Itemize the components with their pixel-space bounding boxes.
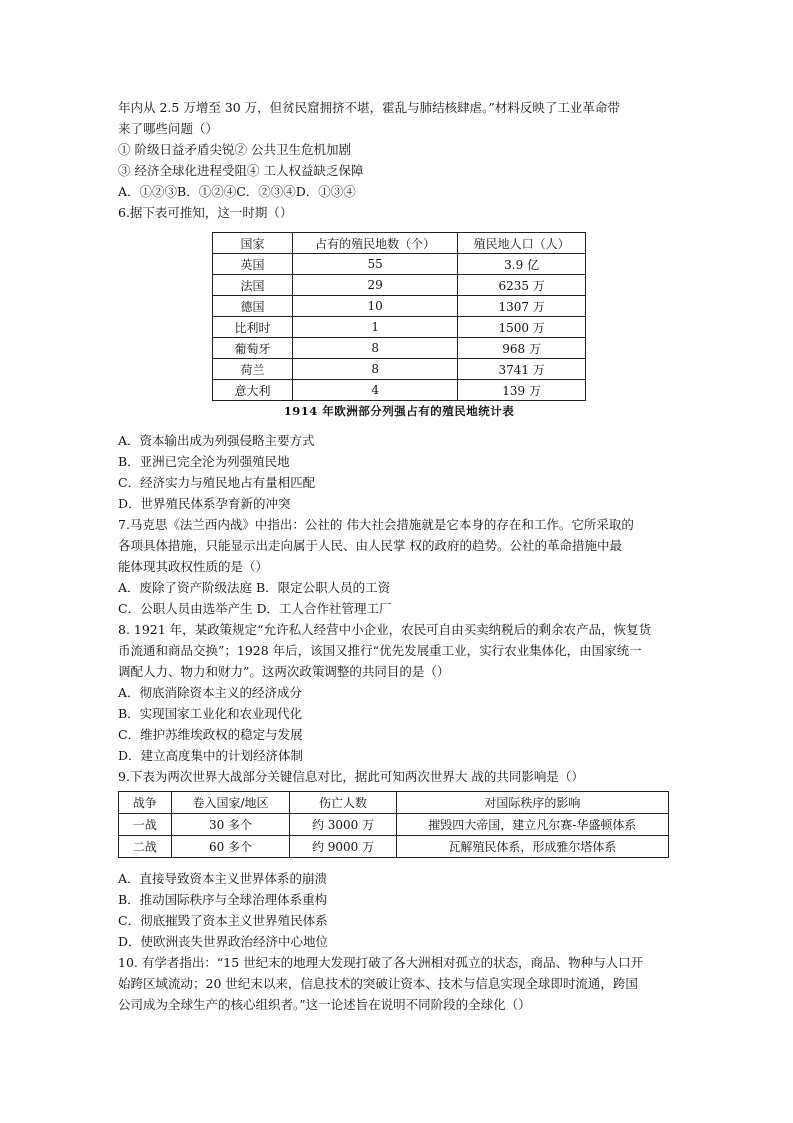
table-caption: 1914 年欧洲部分列强占有的殖民地统计表 [283, 404, 515, 418]
table-cell: 摧毁四大帝国，建立凡尔赛-华盛顿体系 [396, 814, 668, 836]
text-line: D．建立高度集中的计划经济体制 [118, 748, 304, 763]
table-cell: 60 多个 [171, 836, 290, 858]
text-line: A．废除了资产阶级法庭 B．限定公职人员的工资 [118, 580, 391, 595]
table-cell: 968 万 [458, 338, 586, 359]
text-line: C．公职人员由选举产生 D．工人合作社管理工厂 [118, 601, 392, 616]
table-header-cell: 占有的殖民地数（个） [293, 233, 458, 254]
text-line: ③ 经济全球化进程受阻④ 工人权益缺乏保障 [118, 163, 364, 178]
table-cell: 比利时 [213, 317, 293, 338]
text-line: A．资本输出成为列强侵略主要方式 [118, 433, 315, 448]
table-row [119, 836, 669, 858]
table-cell: 29 [293, 275, 458, 296]
table-row [213, 296, 586, 317]
table-cell: 6235 万 [458, 275, 586, 296]
text-line: C．维护苏维埃政权的稳定与发展 [118, 727, 303, 742]
table-cell: 荷兰 [213, 359, 293, 380]
text-line: 公司成为全球生产的核心组织者。”这一论述旨在说明不同阶段的全球化（） [118, 997, 531, 1012]
text-line: C．彻底摧毁了资本主义世界殖民体系 [118, 913, 328, 928]
table-cell: 3.9 亿 [458, 254, 586, 275]
text-line: 能体现其政权性质的是（） [118, 559, 269, 574]
table-row [213, 380, 586, 401]
table-header-cell: 卷入国家/地区 [171, 792, 290, 814]
text-line: 币流通和商品交换”；1928 年后，该国又推行“优先发展重工业，实行农业集体化，由国家统一 [118, 643, 642, 658]
table-cell: 3741 万 [458, 359, 586, 380]
table-cell: 139 万 [458, 380, 586, 401]
text-line: A．直接导致资本主义世界体系的崩溃 [118, 871, 328, 886]
table-cell: 葡萄牙 [213, 338, 293, 359]
table-cell: 意大利 [213, 380, 293, 401]
table-cell: 8 [293, 338, 458, 359]
text-line: C．经济实力与殖民地占有量相匹配 [118, 475, 316, 490]
text-line: D．世界殖民体系孕育新的冲突 [118, 496, 291, 511]
text-line: A．彻底消除资本主义的经济成分 [118, 685, 303, 700]
table-header-row [119, 792, 669, 814]
text-line: 来了哪些问题（） [118, 121, 219, 136]
text-line: 调配人力、物力和财力”。这两次政策调整的共同目的是（） [118, 664, 450, 679]
table-row [213, 317, 586, 338]
text-line: A．①②③B．①②④C．②③④D．①③④ [118, 184, 356, 199]
table-header-cell: 国家 [213, 233, 293, 254]
text-line: B．实现国家工业化和农业现代化 [118, 706, 303, 721]
table-cell: 55 [293, 254, 458, 275]
text-line: B．推动国际秩序与全球治理体系重构 [118, 892, 328, 907]
table-cell: 一战 [119, 814, 172, 836]
world-war-table [118, 791, 669, 858]
table-cell: 30 多个 [171, 814, 290, 836]
table-row [213, 254, 586, 275]
text-line: 始跨区域流动；20 世纪末以来，信息技术的突破让资本、技术与信息实现全球即时流通，跨国 [118, 976, 638, 991]
table-cell: 约 9000 万 [290, 836, 396, 858]
text-line: D．使欧洲丧失世界政治经济中心地位 [118, 934, 329, 949]
table-header-cell: 伤亡人数 [290, 792, 396, 814]
table-row [213, 359, 586, 380]
table-cell: 1307 万 [458, 296, 586, 317]
table-header-cell: 对国际秩序的影响 [396, 792, 668, 814]
text-line: 8. 1921 年，某政策规定“允许私人经营中小企业，农民可自由买卖纳税后的剩余农产品，恢复货 [118, 622, 652, 637]
table-header-cell: 战争 [119, 792, 172, 814]
table-cell: 1 [293, 317, 458, 338]
text-line: ① 阶级日益矛盾尖锐② 公共卫生危机加剧 [118, 142, 351, 157]
table-cell: 10 [293, 296, 458, 317]
table-cell: 1500 万 [458, 317, 586, 338]
text-line: B．亚洲已完全沦为列强殖民地 [118, 454, 290, 469]
table-cell: 二战 [119, 836, 172, 858]
text-line: 6.据下表可推知，这一时期（） [118, 205, 293, 220]
colony-table [212, 232, 586, 401]
table-row [119, 814, 669, 836]
table-row [213, 338, 586, 359]
table-cell: 瓦解殖民体系，形成雅尔塔体系 [396, 836, 668, 858]
table-cell: 德国 [213, 296, 293, 317]
text-line: 各项具体措施，只能显示出走向属于人民、由人民掌 权的政府的趋势。公社的革命措施中最 [118, 538, 622, 553]
table-cell: 约 3000 万 [290, 814, 396, 836]
table-cell: 法国 [213, 275, 293, 296]
table-cell: 4 [293, 380, 458, 401]
text-line: 7.马克思《法兰西内战》中指出：公社的 伟大社会措施就是它本身的存在和工作。它所采取的 [118, 517, 634, 532]
table-header-cell: 殖民地人口（人） [458, 233, 586, 254]
text-line: 年内从 2.5 万增至 30 万，但贫民窟拥挤不堪，霍乱与肺结核肆虐。”材料反映了工业革命带 [118, 100, 620, 115]
table-row [213, 275, 586, 296]
table-cell: 英国 [213, 254, 293, 275]
text-line: 10. 有学者指出：“15 世纪末的地理大发现打破了各大洲相对孤立的状态，商品、物种与人口开 [118, 955, 644, 970]
text-line: 9.下表为两次世界大战部分关键信息对比，据此可知两次世界大 战的共同影响是（） [118, 769, 584, 784]
table-cell: 8 [293, 359, 458, 380]
table-header-row [213, 233, 586, 254]
